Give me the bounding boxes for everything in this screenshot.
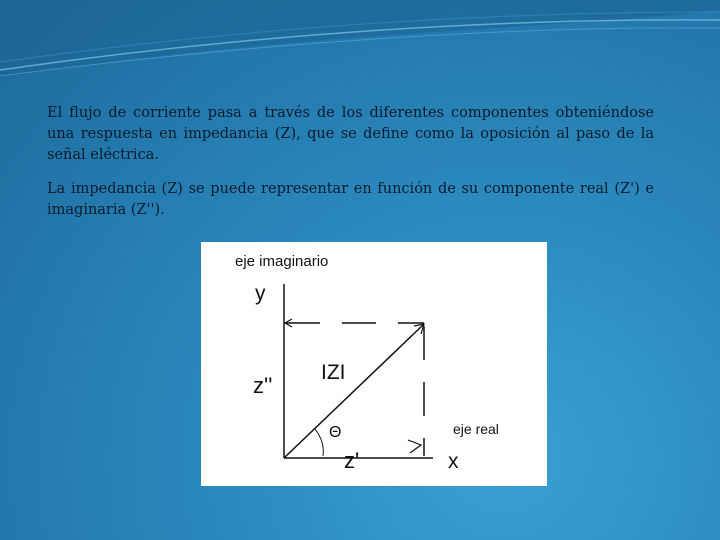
real-axis-label: eje real [453,421,499,437]
impedance-diagram [201,242,547,486]
theta-angle-arc [315,429,323,456]
x-projection-arrowhead [408,440,421,453]
impedance-modulus-label: IZI [321,361,346,384]
theta-label: Θ [329,424,342,441]
imaginary-axis-label: eje imaginario [235,253,329,270]
intro-paragraph: El flujo de corriente pasa a través de los diferentes componentes obteniéndose una respuesta en impedancia (Z), que se define como la oposición al paso de la señal eléctrica. [47,105,654,163]
impedance-paragraph: La impedancia (Z) se puede representar en función de su componente real (Z') e imaginaria (Z''). [47,181,654,218]
z-double-prime-label: z'' [253,373,273,398]
decorative-wave-band [0,0,720,80]
impedance-diagram-svg [201,242,547,486]
z-prime-label: z' [344,448,360,473]
x-label: x [448,450,459,473]
y-label: y [255,282,266,305]
impedance-vector [284,324,424,458]
